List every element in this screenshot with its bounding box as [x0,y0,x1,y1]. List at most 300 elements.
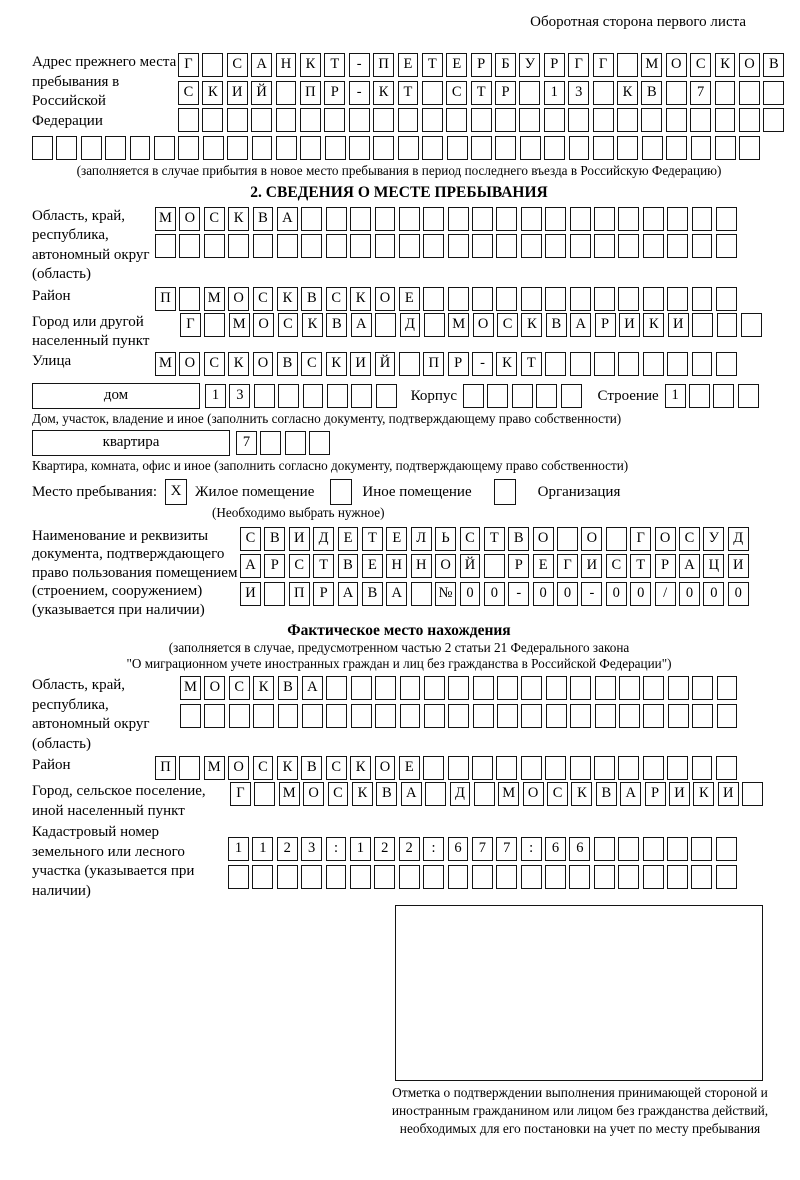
char-cell [474,782,495,806]
char-cell: В [546,313,567,337]
char-cell [716,756,737,780]
char-cell [301,207,322,231]
char-cell [619,704,640,728]
char-cell: С [301,352,322,376]
house-note: Дом, участок, владение и иное (заполнить согласно документу, подтверждающему право собственности) [32,410,622,426]
char-cell: К [571,782,592,806]
field-street [32,352,766,376]
char-cell: П [155,756,176,780]
char-cell: - [581,582,602,606]
char-cell [521,676,542,700]
char-cell [264,582,285,606]
char-cell [668,676,689,700]
char-cell [373,136,394,160]
char-cell [666,108,687,132]
char-cell: И [668,313,689,337]
place-type-label: Место пребывания: [32,483,157,500]
char-cell [595,676,616,700]
char-cell [155,234,176,258]
cell-row [240,554,749,578]
char-cell: Г [178,53,199,77]
char-cell: К [373,81,394,105]
char-cell [742,782,763,806]
char-cell: К [693,782,714,806]
char-cell [471,136,492,160]
char-cell [715,81,736,105]
char-cell [545,207,566,231]
char-cell [546,676,567,700]
char-cell: И [350,352,371,376]
char-cell [717,676,738,700]
char-cell: 1 [350,837,371,861]
char-cell [473,676,494,700]
region-cells [155,207,737,259]
char-cell: : [326,837,347,861]
char-cell [351,704,372,728]
char-cell [521,287,542,311]
char-cell: П [155,287,176,311]
char-cell [739,136,760,160]
char-cell [594,865,615,889]
char-cell: И [619,313,640,337]
cell-row [240,527,749,551]
char-cell [471,108,492,132]
house-box-label: дом [32,383,200,409]
char-cell [400,676,421,700]
char-cell: Е [533,554,554,578]
char-cell [593,108,614,132]
fact-field-district [32,756,766,780]
char-cell: К [326,352,347,376]
char-cell: П [289,582,310,606]
char-cell [521,207,542,231]
char-cell: П [423,352,444,376]
char-cell [521,865,542,889]
char-cell [448,704,469,728]
char-cell: М [204,756,225,780]
char-cell: С [253,756,274,780]
char-cell [411,582,432,606]
char-cell [400,704,421,728]
char-cell: 3 [301,837,322,861]
char-cell [252,136,273,160]
char-cell: Г [557,554,578,578]
stamp-box [395,905,763,1081]
fact-field-city [32,782,766,821]
char-cell: С [229,676,250,700]
char-cell: : [423,837,444,861]
char-cell: С [690,53,711,77]
char-cell [643,704,664,728]
char-cell: - [349,53,370,77]
char-cell: Г [180,313,201,337]
fact-region-cells [180,676,737,728]
char-cell: М [229,313,250,337]
char-cell [130,136,151,160]
fact-note2: "О миграционном учете иностранных граждан и лиц без гражданства в Российской Федерации") [126,656,672,671]
char-cell [228,234,249,258]
char-cell [203,136,224,160]
char-cell [398,136,419,160]
char-cell [326,676,347,700]
char-cell: С [227,53,248,77]
char-cell: Е [338,527,359,551]
char-cell [276,136,297,160]
char-cell: К [300,53,321,77]
char-cell [487,384,508,408]
apartment-box-label: квартира [32,430,230,456]
char-cell: И [581,554,602,578]
char-cell [496,207,517,231]
char-cell [253,234,274,258]
char-cell [349,136,370,160]
char-cell [667,865,688,889]
char-cell [739,81,760,105]
region-label: Область, край, республика, автономный округ (область) [32,207,150,282]
char-cell [763,81,784,105]
char-cell [399,352,420,376]
char-cell [326,234,347,258]
char-cell: К [352,782,373,806]
cell-row [205,384,397,408]
char-cell: В [253,207,274,231]
char-cell: О [375,287,396,311]
char-cell: 1 [205,384,226,408]
char-cell [204,704,225,728]
char-cell: У [519,53,540,77]
char-cell: Е [398,53,419,77]
char-cell [81,136,102,160]
char-cell: О [228,287,249,311]
fact-city-label: Город, сельское поселение, иной населенный пункт [32,783,206,819]
char-cell [56,136,77,160]
char-cell [179,234,200,258]
district-label: Район [32,287,71,304]
char-cell [713,384,734,408]
char-cell: О [375,756,396,780]
char-cell: П [373,53,394,77]
cell-row [155,756,737,780]
char-cell [666,136,687,160]
char-cell [326,207,347,231]
char-cell: Т [398,81,419,105]
char-cell: 7 [690,81,711,105]
char-cell [594,756,615,780]
char-cell: И [227,81,248,105]
char-cell: О [179,207,200,231]
char-cell [423,207,444,231]
char-cell: М [448,313,469,337]
char-cell: 1 [252,837,273,861]
char-cell [716,865,737,889]
char-cell [691,865,712,889]
char-cell: Т [422,53,443,77]
char-cell [715,108,736,132]
char-cell: А [679,554,700,578]
char-cell: А [351,313,372,337]
char-cell [423,287,444,311]
char-cell [570,676,591,700]
char-cell: К [228,207,249,231]
char-cell [593,136,614,160]
char-cell [496,287,517,311]
checkbox-residential: X [165,479,187,505]
char-cell [374,865,395,889]
char-cell: Е [362,554,383,578]
char-cell [105,136,126,160]
page-corner-note: Оборотная сторона первого листа [530,14,746,30]
char-cell [715,136,736,160]
char-cell [570,287,591,311]
char-cell [545,865,566,889]
char-cell [349,108,370,132]
char-cell [619,676,640,700]
prev-address-cells [178,53,784,132]
char-cell: Д [450,782,471,806]
char-cell: Н [276,53,297,77]
char-cell: А [401,782,422,806]
char-cell: / [655,582,676,606]
char-cell [351,676,372,700]
stamp-note: Отметка о подтверждении выполнения принимающей стороной и иностранным гражданином или лицом без гражданства действий, необходимых для его постановки на учет по месту пребывания [391,1085,769,1136]
char-cell: Й [460,554,481,578]
char-cell [618,287,639,311]
char-cell: Т [471,81,492,105]
char-cell: К [350,287,371,311]
char-cell: И [289,527,310,551]
char-cell: № [435,582,456,606]
char-cell [667,352,688,376]
char-cell [521,234,542,258]
char-cell [617,53,638,77]
stroenie-label: Строение [597,387,659,404]
char-cell [667,837,688,861]
char-cell [180,704,201,728]
char-cell [325,136,346,160]
char-cell: В [508,527,529,551]
char-cell [446,108,467,132]
char-cell [512,384,533,408]
prev-address-note: (заполняется в случае прибытия в новое место пребывания в период последнего въезда в Российскую Федерацию) [76,162,722,178]
char-cell [472,207,493,231]
cell-row [178,53,784,77]
char-cell: М [155,207,176,231]
char-cell [595,704,616,728]
char-cell: А [620,782,641,806]
char-cell: : [521,837,542,861]
field-document [32,527,766,620]
char-cell: К [350,756,371,780]
char-cell [204,313,225,337]
char-cell [545,234,566,258]
char-cell [228,865,249,889]
char-cell [545,352,566,376]
char-cell [309,431,330,455]
char-cell [423,865,444,889]
char-cell [422,136,443,160]
char-cell [448,207,469,231]
char-cell: И [240,582,261,606]
char-cell: Т [630,554,651,578]
char-cell: 1 [665,384,686,408]
char-cell: Р [495,81,516,105]
char-cell: К [202,81,223,105]
char-cell [301,234,322,258]
char-cell [260,431,281,455]
char-cell [278,704,299,728]
char-cell [251,108,272,132]
char-cell [424,676,445,700]
document-label: Наименование и реквизиты документа, подтверждающего право пользования помещением (строением, сооружением) (указывается при наличии) [32,527,238,618]
char-cell: С [446,81,467,105]
char-cell: С [460,527,481,551]
apartment-note: Квартира, комната, офис и иное (заполнить согласно документу, подтверждающему право собственности) [32,457,629,473]
char-cell [692,704,713,728]
char-cell [691,837,712,861]
char-cell: К [496,352,517,376]
checkbox-other-premises [330,479,352,505]
char-cell [227,108,248,132]
char-cell: О [581,527,602,551]
char-cell [519,108,540,132]
cell-row [155,234,737,258]
char-cell: М [279,782,300,806]
char-cell: И [669,782,690,806]
char-cell [303,384,324,408]
char-cell: Ц [703,554,724,578]
char-cell [717,313,738,337]
char-cell [739,108,760,132]
char-cell [594,234,615,258]
char-cell: К [715,53,736,77]
char-cell: О [666,53,687,77]
char-cell: К [617,81,638,105]
char-cell: 0 [728,582,749,606]
place-type-row [32,479,766,505]
char-cell: С [253,287,274,311]
char-cell [643,207,664,231]
char-cell: А [251,53,272,77]
cell-row [178,108,784,132]
char-cell [692,352,713,376]
char-cell [326,865,347,889]
char-cell [424,704,445,728]
option-other-premises-label: Иное помещение [362,483,472,500]
fact-district-label: Район [32,757,71,773]
cell-row [463,384,581,408]
char-cell: Г [230,782,251,806]
char-cell [594,287,615,311]
fact-region-label: Область, край, республика, автономный округ (область) [32,677,150,752]
char-cell: В [301,756,322,780]
char-cell [690,108,711,132]
char-cell [520,136,541,160]
char-cell: 2 [277,837,298,861]
char-cell [593,81,614,105]
char-cell [373,108,394,132]
char-cell: Р [471,53,492,77]
char-cell [448,287,469,311]
char-cell [324,108,345,132]
char-cell: С [289,554,310,578]
char-cell: Н [386,554,407,578]
char-cell: С [326,756,347,780]
char-cell [254,782,275,806]
char-cell: Г [593,53,614,77]
fact-field-cadastral [32,823,766,901]
char-cell [643,676,664,700]
char-cell [448,865,469,889]
char-cell [618,865,639,889]
char-cell [375,313,396,337]
cadastral-label: Кадастровый номер земельного или лесного участка (указывается при наличии) [32,824,195,899]
char-cell: А [240,554,261,578]
char-cell [692,756,713,780]
char-cell: 0 [484,582,505,606]
char-cell: М [641,53,662,77]
char-cell: Е [386,527,407,551]
char-cell: 7 [496,837,517,861]
char-cell: 0 [630,582,651,606]
char-cell: К [277,756,298,780]
char-cell: М [155,352,176,376]
char-cell: 6 [545,837,566,861]
fact-field-region [32,676,766,754]
char-cell [570,704,591,728]
char-cell: В [277,352,298,376]
char-cell: К [228,352,249,376]
char-cell: Р [313,582,334,606]
char-cell [667,756,688,780]
char-cell: У [703,527,724,551]
char-cell: М [180,676,201,700]
char-cell [716,287,737,311]
cell-row [155,352,737,376]
char-cell [497,704,518,728]
char-cell: С [204,207,225,231]
cell-row [228,865,737,889]
char-cell [472,287,493,311]
char-cell [422,81,443,105]
char-cell: Г [630,527,651,551]
cell-row [155,287,737,311]
char-cell: - [472,352,493,376]
char-cell: 0 [679,582,700,606]
char-cell: С [328,782,349,806]
char-cell [716,234,737,258]
char-cell [252,865,273,889]
char-cell [399,865,420,889]
char-cell: О [655,527,676,551]
field-district [32,287,766,311]
char-cell: Л [411,527,432,551]
char-cell [300,108,321,132]
char-cell: К [277,287,298,311]
field-city [32,313,766,352]
char-cell: Е [446,53,467,77]
char-cell [375,676,396,700]
char-cell [668,704,689,728]
char-cell [618,837,639,861]
char-cell: Р [508,554,529,578]
char-cell [544,136,565,160]
char-cell [202,53,223,77]
char-cell [350,207,371,231]
char-cell: Т [313,554,334,578]
char-cell: 1 [228,837,249,861]
char-cell: Е [399,756,420,780]
char-cell [463,384,484,408]
